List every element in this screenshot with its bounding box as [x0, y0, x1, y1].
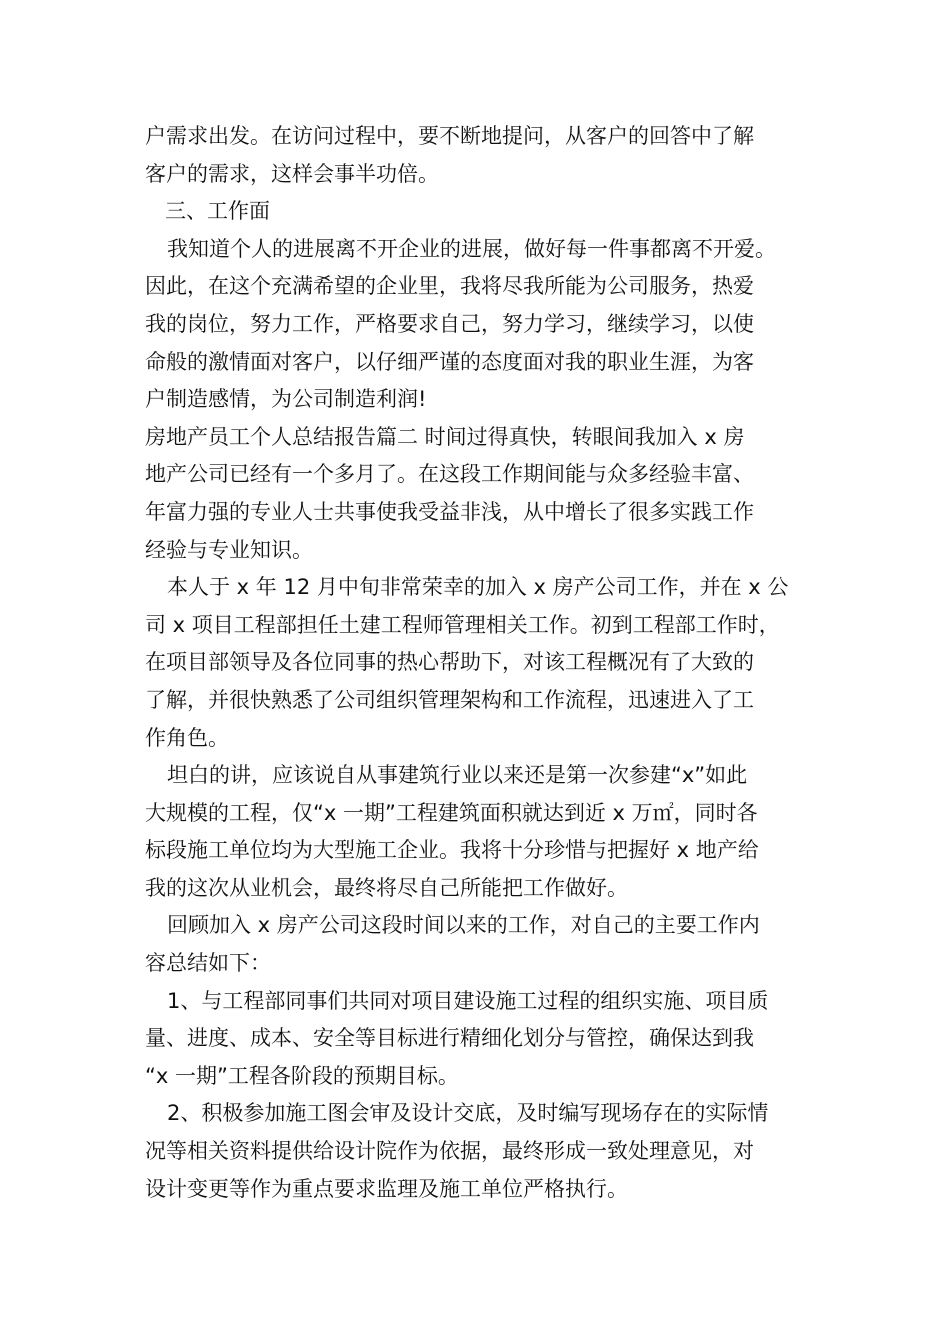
report-title-line: 房地产员工个人总结报告篇二 时间过得真快，转眼间我加入 x 房: [145, 424, 745, 449]
text-line: 本人于 x 年 12 月中旬非常荣幸的加入 x 房产公司工作，并在 x 公: [167, 575, 789, 600]
text-line: 年富力强的专业人士共事使我受益非浅，从中增长了很多实践工作: [145, 499, 754, 524]
text-line: 户需求出发。在访问过程中，要不断地提问，从客户的回答中了解: [145, 124, 754, 148]
text-line: 坦白的讲，应该说自从事建筑行业以来还是第一次参建“x”如此: [167, 763, 748, 788]
text-line: 况等相关资料提供给设计院作为依据，最终形成一致处理意见，对: [145, 1139, 754, 1164]
text-line: 作角色。: [145, 725, 229, 750]
text-line: 标段施工单位均为大型施工企业。我将十分珍惜与把握好 x 地产给: [145, 838, 759, 863]
text-line: 容总结如下：: [145, 951, 271, 976]
document-body: [145, 118, 825, 1208]
section-heading: 三、工作面: [165, 199, 270, 224]
text-line: 因此，在这个充满希望的企业里，我将尽我所能为公司服务，热爱: [145, 274, 754, 299]
text-line: 量、进度、成本、安全等目标进行精细化划分与管控，确保达到我: [145, 1026, 754, 1051]
text-line: “x 一期”工程各阶段的预期目标。: [145, 1063, 459, 1088]
text-line: 大规模的工程，仅“x 一期”工程建筑面积就达到近 x 万㎡，同时各: [145, 800, 758, 825]
text-line: 了解，并很快熟悉了公司组织管理架构和工作流程，迅速进入了工: [145, 687, 754, 712]
list-item-1: 1、与工程部同事们共同对项目建设施工过程的组织实施、项目质: [167, 988, 769, 1013]
text-line: 我的岗位，努力工作，严格要求自己，努力学习，继续学习，以使: [145, 311, 754, 336]
list-item-2: 2、积极参加施工图会审及设计交底，及时编写现场存在的实际情: [167, 1101, 769, 1126]
text-line: 司 x 项目工程部担任土建工程师管理相关工作。初到工程部工作时，: [145, 612, 780, 637]
text-line: 设计变更等作为重点要求监理及施工单位严格执行。: [145, 1176, 628, 1201]
text-line: 在项目部领导及各位同事的热心帮助下，对该工程概况有了大致的: [145, 650, 754, 675]
text-line: 回顾加入 x 房产公司这段时间以来的工作，对自己的主要工作内: [167, 913, 760, 938]
text-line: 我的这次从业机会，最终将尽自己所能把工作做好。: [145, 875, 628, 900]
text-line: 户制造感情，为公司制造利润!: [145, 387, 427, 412]
text-line: 我知道个人的进展离不开企业的进展，做好每一件事都离不开爱。: [167, 236, 776, 261]
text-line: 命般的激情面对客户，以仔细严谨的态度面对我的职业生涯，为客: [145, 349, 754, 374]
text-line: 地产公司已经有一个多月了。在这段工作期间能与众多经验丰富、: [145, 462, 754, 487]
text-line: 客户的需求，这样会事半功倍。: [145, 161, 439, 186]
text-line: 经验与专业知识。: [145, 537, 313, 562]
